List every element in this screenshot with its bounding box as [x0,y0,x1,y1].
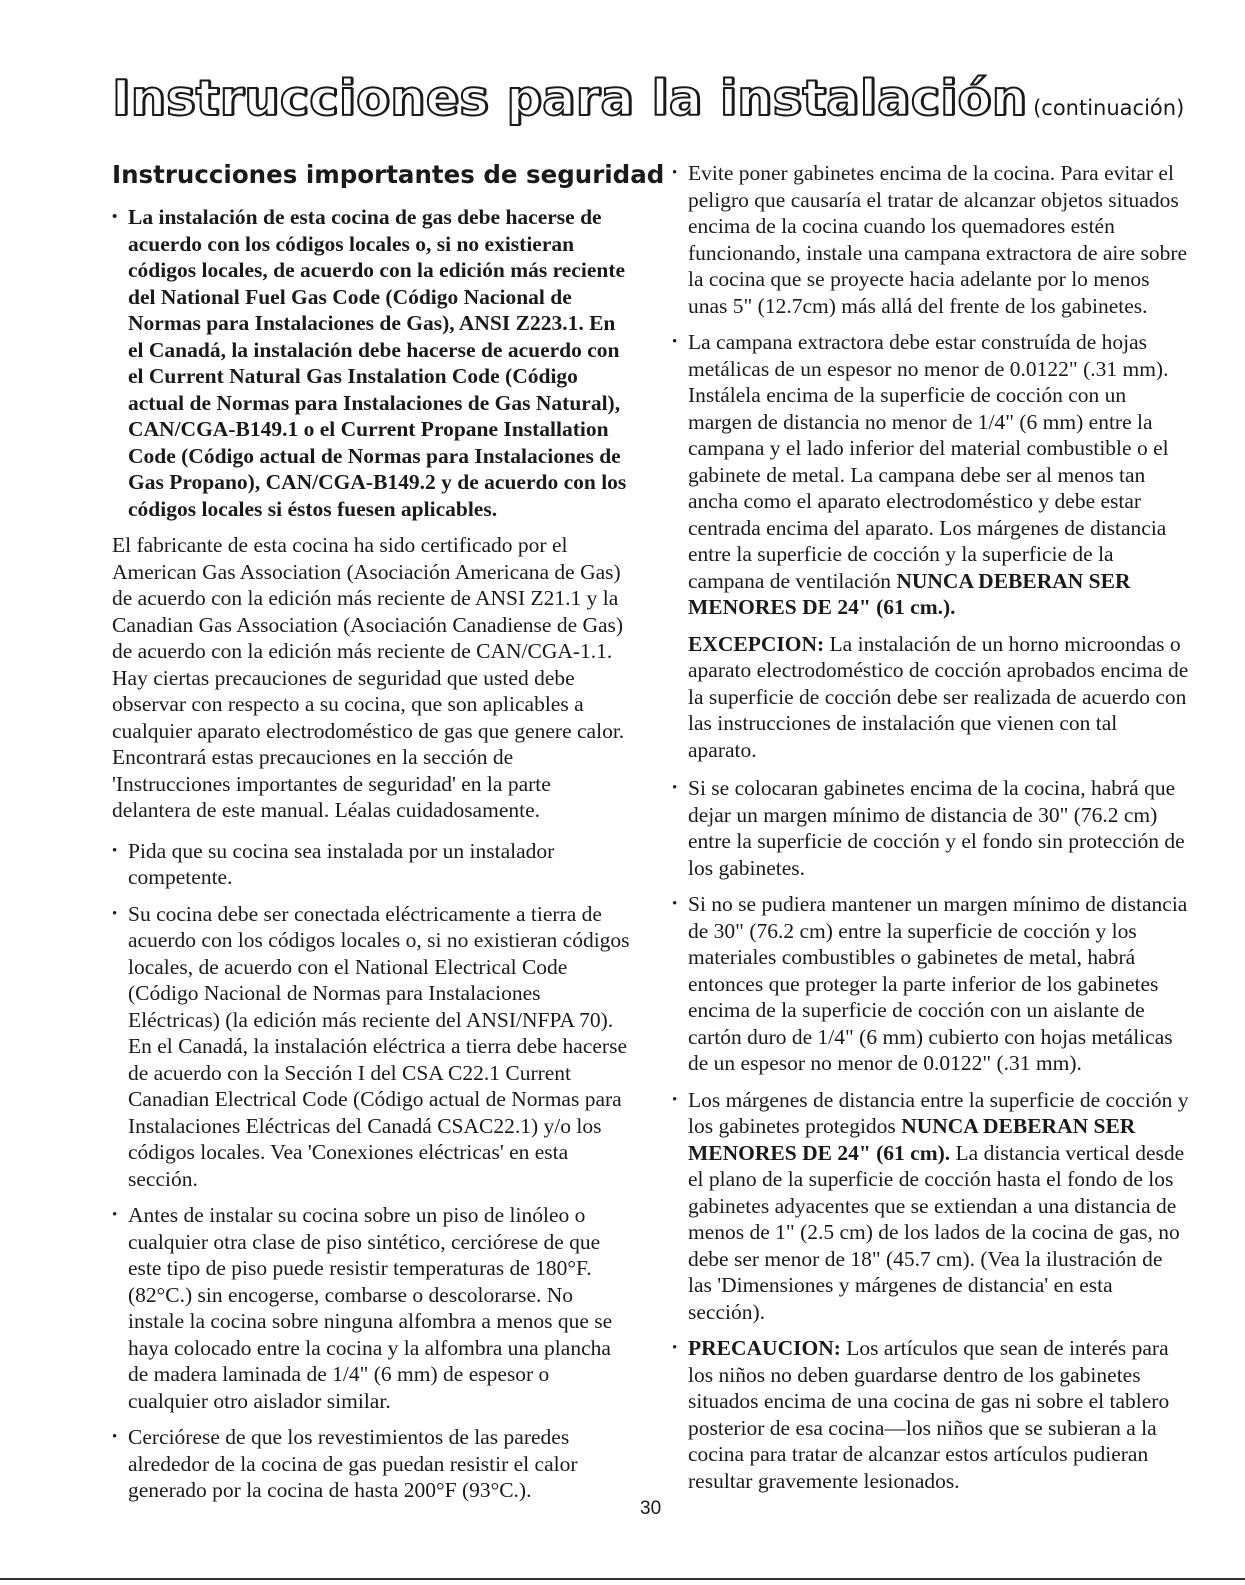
exception-text: La instalación de un horno microondas o aparato electrodoméstico de cocción aprobados encima de la superficie de cocción debe ser realizada de acuerdo con las instrucciones de instalación que vienen con tal aparato. [688,631,1189,762]
page-title [112,70,1184,127]
hood-warning: NUNCA DEBERAN SER MENORES DE 24" (61 cm.). [688,568,1131,619]
page-title-text: Instrucciones para la instalación [112,70,1028,127]
caution-text: Los artículos que sean de interés para los niños no deben guardarse dentro de los gabinetes situados encima de una cocina de gas ni sobre el tablero posterior de esa cocina—los niños que se subieran a la cocina para tratar de alcanzar estos artículos pudieran resultar gravemente lesionados. [688,1336,1170,1493]
clearance-bullet-list [672,775,1190,1494]
bullet-grounding: • Su cocina debe ser conectada eléctricamente a tierra de acuerdo con los códigos locales o, si no existieran códigos locales, de acuerdo con el National Electrical Code (Código Nacional de Normas para Instalaciones Eléctricas) (la edición más reciente del ANSI/NFPA 70). En el Canadá, la instalación eléctrica a tierra debe hacerse de acuerdo con la Sección I del CSA C22.1 Current Canadian Electrical Code (Código actual de Normas para Instalaciones Eléctricas del Canadá CSAC22.1) y/o los códigos locales. Vea 'Conexiones eléctricas' en esta sección. [112,901,632,1193]
bullet-min-clearance: • Si se colocaran gabinetes encima de la cocina, habrá que dejar un margen mínimo de distancia de 30" (76.2 cm) entre la superficie de cocción y el fondo sin protección de los gabinetes. [672,775,1190,881]
bullet-wall-coverings: • Cerciórese de que los revestimientos de las paredes alrededor de la cocina de gas puedan resistir el calor generado por la cocina de hasta 200°F (93°C.). [112,1424,632,1504]
protected-rest: La distancia vertical desde el plano de la superficie de cocción hasta el fondo de los gabinetes adyacentes que se extiendan a una distancia de menos de 1" (2.5 cm) de los lados de la cocina de gas, no debe ser menor de 18" (45.7 cm). (Vea la ilustración de las 'Dimensiones y márgenes de distancia' en esta sección). [688,1140,1185,1324]
bullet-installer: • Pida que su cocina sea instalada por un instalador competente. [112,838,632,891]
bullet-caution [672,1335,1190,1494]
bullet-hood [672,329,1190,621]
section-heading: Instrucciones importantes de seguridad [112,160,665,189]
bullet-flooring: • Antes de instalar su cocina sobre un piso de linóleo o cualquier otra clase de piso sintético, cerciórese de que este tipo de piso puede resistir temperaturas de 180°F. (82°C.) sin encogerse, combarse o descolorarse. No instale la cocina sobre ninguna alfombra a menos que se haya colocado entre la cocina y la alfombra una plancha de madera laminada de 1/4" (6 mm) de espesor o cualquier otro aislador similar. [112,1202,632,1414]
exception-paragraph [688,631,1190,764]
right-column [672,160,1190,1504]
bullet-protection: • Si no se pudiera mantener un margen mínimo de distancia de 30" (76.2 cm) entre la superficie de cocción y los materiales combustibles o gabinetes de metal, habrá entonces que proteger la parte inferior de los gabinetes encima de la superficie de cocción con un aislante de cartón duro de 1/4" (6 mm) cubierto con hojas metálicas de un espesor no menor de 0.0122" (.31 mm). [672,891,1190,1077]
bullet-gas-code: • La instalación de esta cocina de gas debe hacerse de acuerdo con los códigos locales o, si no existieran códigos locales, de acuerdo con la edición más reciente del National Fuel Gas Code (Código Nacional de Normas para Instalaciones de Gas), ANSI Z223.1. En el Canadá, la instalación debe hacerse de acuerdo con el Current Natural Gas Instalation Code (Código actual de Normas para Instalaciones de Gas Natural), CAN/CGA-B149.1 o el Current Propane Installation Code (Código actual de Normas para Instalaciones de Gas Propano), CAN/CGA-B149.2 y de acuerdo con los códigos locales si éstos fuesen aplicables. [112,204,632,522]
hood-text: La campana extractora debe estar construída de hojas metálicas de un espesor no menor de 0.0122" (.31 mm). Instálela encima de la superficie de cocción con un margen de distancia no menor de 1/4" (6 mm) entre la campana y el lado inferior del material combustible o el gabinete de metal. La campana debe ser al menos tan ancha como el aparato electrodoméstico y debe estar centrada encima del aparato. Los márgenes de distancia entre la superficie de cocción y la superficie de la campana de ventilación [688,330,1169,593]
continuation-label: (continuación) [1033,96,1185,120]
certification-paragraph: El fabricante de esta cocina ha sido certificado por el American Gas Association (Asociación Americana de Gas) de acuerdo con la edición más reciente de ANSI Z21.1 y la Canadian Gas Association (Asociación Canadiense de Gas) de acuerdo con la edición más reciente de CAN/CGA-1.1. Hay ciertas precauciones de seguridad que usted debe observar con respecto a su cocina, que son aplicables a cualquier aparato electrodoméstico de gas que genere calor. Encontrará estas precauciones en la sección de 'Instrucciones importantes de seguridad' en la parte delantera de este manual. Léalas cuidadosamente. [112,533,625,822]
bullet-protected-cabinets [672,1087,1190,1326]
protected-warning: NUNCA DEBERAN SER MENORES DE 24" (61 cm). [688,1114,1136,1165]
exception-label: EXCEPCION: [688,631,825,656]
caution-label: PRECAUCION: [688,1336,841,1360]
bold-bullet-list [112,204,632,522]
bottom-rule [0,1578,1245,1580]
cabinet-bullet-list [672,160,1190,621]
safety-bullet-list [112,838,632,1504]
page-number: 30 [640,1498,662,1519]
protected-text: Los márgenes de distancia entre la superficie de cocción y los gabinetes protegidos [688,1087,1189,1138]
bullet-avoid-cabinets: • Evite poner gabinetes encima de la cocina. Para evitar el peligro que causaría el tratar de alcanzar objetos situados encima de la cocina cuando los quemadores estén funcionando, instale una campana extractora de aire sobre la cocina que se proyecte hacia adelante por lo menos unas 5" (12.7cm) más allá del frente de los gabinetes. [672,160,1190,319]
